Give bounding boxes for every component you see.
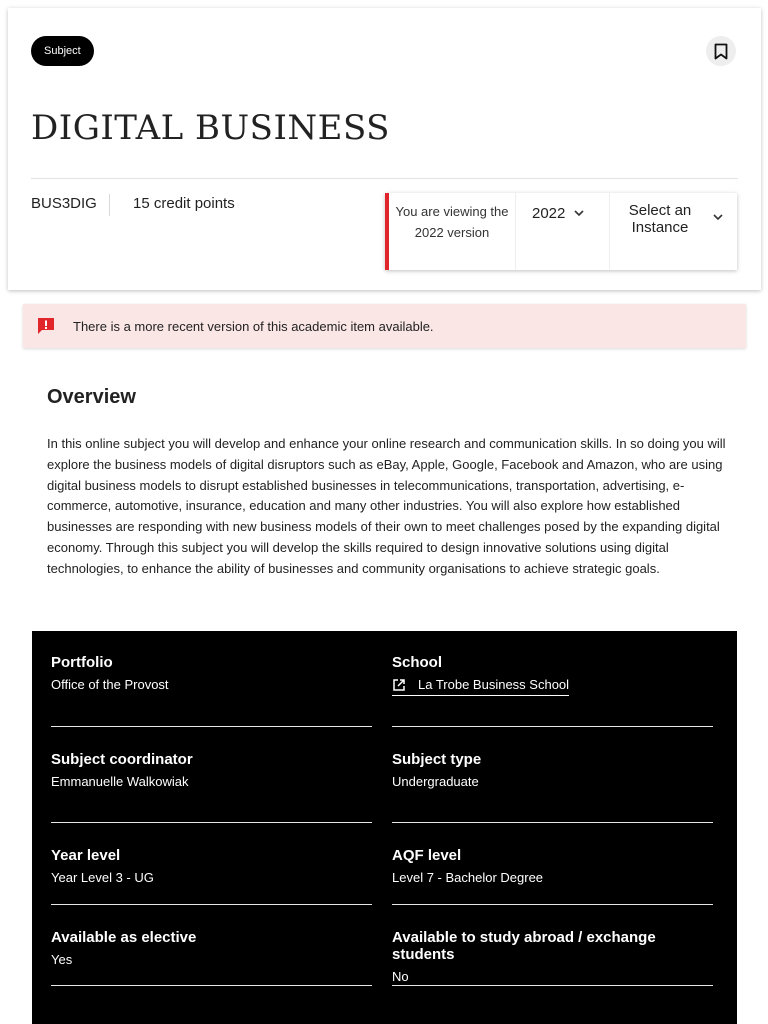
year-value: 2022 (532, 205, 566, 222)
subject-details-panel (32, 631, 737, 1024)
version-selector (385, 193, 737, 270)
study-abroad-field (392, 929, 713, 986)
field-value: Year Level 3 - UG (51, 870, 154, 885)
coordinator-field (51, 751, 372, 823)
bookmark-button[interactable] (706, 36, 736, 66)
bookmark-icon (714, 43, 728, 60)
school-link-text: La Trobe Business School (418, 677, 570, 692)
instance-label: Select an Instance (628, 202, 692, 236)
field-label: Subject type (392, 751, 482, 768)
newer-version-alert (23, 304, 746, 348)
subject-code: BUS3DIG (31, 195, 97, 212)
school-link[interactable] (392, 677, 569, 696)
credit-points: 15 credit points (133, 195, 235, 212)
subject-badge: Subject (31, 36, 94, 66)
field-label: AQF level (392, 847, 462, 864)
instance-dropdown[interactable] (610, 193, 737, 270)
chevron-down-icon (712, 211, 724, 223)
field-label: Available as elective (51, 929, 197, 946)
field-value: Undergraduate (392, 774, 479, 789)
chevron-down-icon (573, 207, 585, 219)
portfolio-field (51, 654, 372, 727)
field-value: Emmanuelle Walkowiak (51, 774, 189, 789)
elective-field (51, 929, 372, 986)
error-alert-icon (36, 316, 56, 336)
subject-type-field (392, 751, 713, 823)
field-label: School (392, 654, 443, 671)
header-divider (31, 178, 738, 179)
field-label: Portfolio (51, 654, 113, 671)
field-label: Year level (51, 847, 121, 864)
year-dropdown[interactable] (516, 193, 610, 270)
overview-heading: Overview (47, 386, 136, 408)
version-note: You are viewing the 2022 version (389, 193, 516, 270)
year-level-field (51, 847, 372, 905)
field-value: Yes (51, 952, 73, 967)
aqf-level-field (392, 847, 713, 905)
field-value: Level 7 - Bachelor Degree (392, 870, 544, 885)
field-label: Subject coordinator (51, 751, 193, 768)
subject-header-card (8, 8, 761, 290)
field-value: No (392, 969, 409, 984)
field-label: Available to study abroad / exchange students (392, 929, 656, 963)
external-link-icon (392, 678, 406, 692)
meta-separator (109, 194, 110, 216)
field-value: Office of the Provost (51, 677, 169, 692)
school-field (392, 654, 713, 727)
overview-body: In this online subject you will develop and enhance your online research and communication skills. In so doing you will explore the business models of digital disruptors such as eBay, Apple, Google, Facebook and Amazon, who are using digital business models to disrupt established businesses in telecommunications, transportation, advertising, e-commerce, automotive, insurance, education and many other industries. You will also explore how established businesses are responding with new business models of their own to meet challenges posed by the expanding digital economy. Through this subject you will develop the skills required to design innovative solutions using digital technologies, to enhance the ability of businesses and community organisations to achieve strategic goals. (47, 436, 726, 576)
alert-message: There is a more recent version of this academic item available. (73, 318, 434, 334)
page-title: DIGITAL BUSINESS (31, 108, 390, 148)
